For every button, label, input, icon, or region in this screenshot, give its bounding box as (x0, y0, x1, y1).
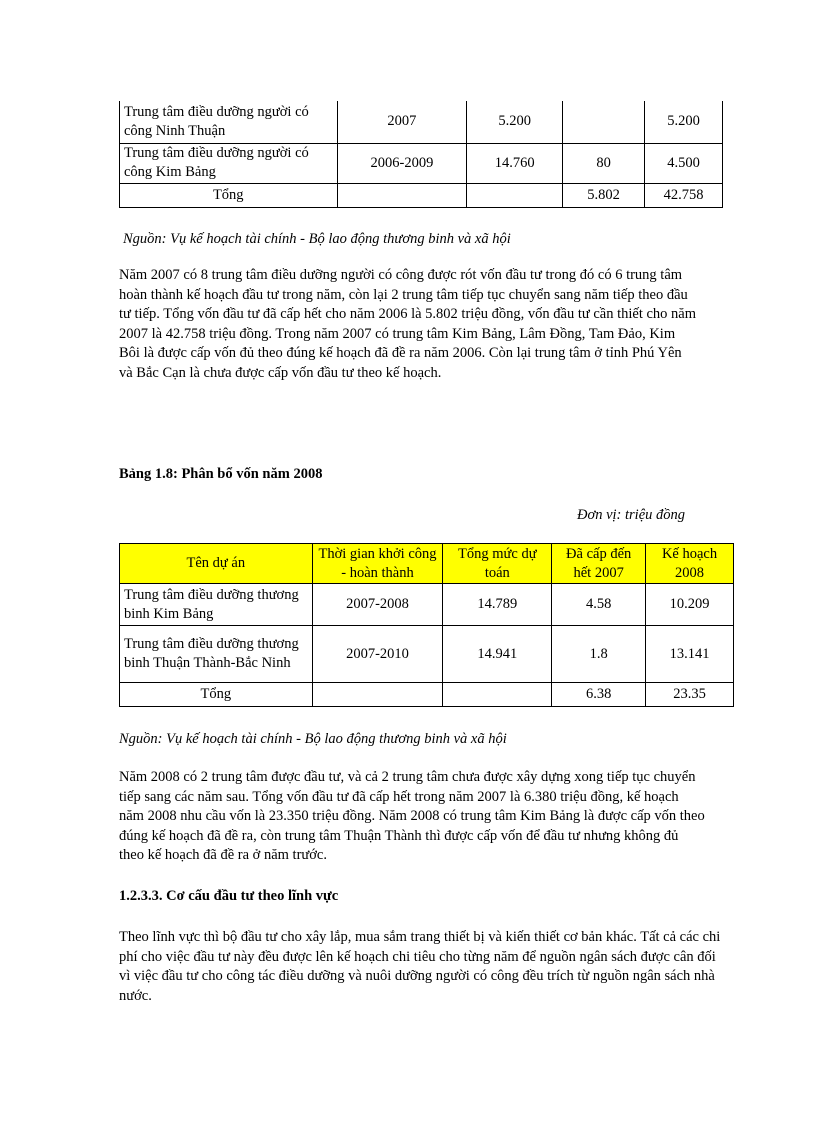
total-allocated: 6.38 (552, 683, 646, 707)
total-cell: 14.941 (443, 626, 552, 683)
source-note: Nguồn: Vụ kế hoạch tài chính - Bộ lao động thương binh và xã hội (123, 231, 511, 247)
allocation-table (119, 543, 734, 707)
header-row (120, 544, 734, 584)
plan-cell: 13.141 (646, 626, 734, 683)
total-allocated: 5.802 (563, 183, 645, 207)
allocated-cell: 4.58 (552, 584, 646, 626)
paragraph: Năm 2008 có 2 trung tâm được đầu tư, và cả 2 trung tâm chưa được xây dựng xong tiếp tục chuyển tiếp sang các năm sau. Tổng vốn đầu tư đã cấp hết trong năm 2007 là 6.380 triệu đồng, kế hoạch năm 2008 nhu cầu vốn là 23.350 triệu đồng. Năm 2008 có trung tâm Kim Bảng là được cấp vốn theo đúng kế hoạch đã đề ra, còn trung tâm Thuận Thành thì được cấp vốn để đầu tư nhưng không đủ theo kế hoạch đã đề ra ở năm trước. (119, 769, 705, 864)
table-row (120, 143, 723, 183)
total-cell: 5.200 (467, 101, 563, 143)
allocated-cell: 80 (563, 143, 645, 183)
plan-cell: 4.500 (645, 143, 723, 183)
header-period: Thời gian khởi công - hoàn thành (312, 544, 443, 584)
table-continued (119, 101, 723, 208)
total-plan: 42.758 (645, 183, 723, 207)
total-label: Tổng (120, 683, 313, 707)
paragraph: Năm 2007 có 8 trung tâm điều dưỡng người có công được rót vốn đầu tư trong đó có 6 trung tâm hoàn thành kế hoạch đầu tư trong năm, còn lại 2 trung tâm tiếp tục chuyển sang năm tiếp theo đầu tư tiếp. Tổng vốn đầu tư đã cấp hết cho năm 2006 là 5.802 triệu đồng, vốn đầu tư cần thiết cho năm 2007 là 42.758 triệu đồng. Trong năm 2007 có trung tâm Kim Bảng, Lâm Đồng, Tam Đảo, Kim Bôi là được cấp vốn đủ theo đúng kế hoạch đã đề ra năm 2006. Còn lại trung tâm ở tỉnh Phú Yên và Bắc Cạn là chưa được cấp vốn đầu tư theo kế hoạch. (119, 267, 696, 381)
project-name-cell: Trung tâm điều dưỡng người có công Ninh Thuận (120, 101, 338, 143)
period-cell: 2007-2008 (312, 584, 443, 626)
table-row (120, 101, 723, 143)
total-row (120, 183, 723, 207)
period-cell: 2007-2010 (312, 626, 443, 683)
table-title: Bảng 1.8: Phân bổ vốn năm 2008 (119, 466, 323, 482)
unit-label: Đơn vị: triệu đồng (577, 507, 686, 523)
header-plan: Kế hoạch 2008 (646, 544, 734, 584)
period-cell: 2006-2009 (337, 143, 467, 183)
allocated-cell: 1.8 (552, 626, 646, 683)
table-row (120, 584, 734, 626)
header-project: Tên dự án (120, 544, 313, 584)
allocated-cell (563, 101, 645, 143)
empty-cell (467, 183, 563, 207)
total-cell: 14.760 (467, 143, 563, 183)
project-name-cell: Trung tâm điều dưỡng thương binh Thuận Thành-Bắc Ninh (120, 626, 313, 683)
plan-cell: 5.200 (645, 101, 723, 143)
total-cell: 14.789 (443, 584, 552, 626)
empty-cell (337, 183, 467, 207)
total-plan: 23.35 (646, 683, 734, 707)
header-allocated: Đã cấp đến hết 2007 (552, 544, 646, 584)
plan-cell: 10.209 (646, 584, 734, 626)
project-name-cell: Trung tâm điều dưỡng thương binh Kim Bảng (120, 584, 313, 626)
source-note: Nguồn: Vụ kế hoạch tài chính - Bộ lao động thương binh và xã hội (119, 731, 507, 747)
empty-cell (443, 683, 552, 707)
table-row (120, 626, 734, 683)
total-row (120, 683, 734, 707)
section-heading: 1.2.3.3. Cơ cấu đầu tư theo lĩnh vực (119, 888, 339, 904)
header-total: Tổng mức dự toán (443, 544, 552, 584)
period-cell: 2007 (337, 101, 467, 143)
empty-cell (312, 683, 443, 707)
project-name-cell: Trung tâm điều dưỡng người có công Kim Bảng (120, 143, 338, 183)
paragraph: Theo lĩnh vực thì bộ đầu tư cho xây lắp, mua sắm trang thiết bị và kiến thiết cơ bản khác. Tất cả các chi phí cho việc đầu tư này đều được lên kế hoạch chi tiêu cho từng năm để nguồn ngân sách được cân đối vì việc đầu tư cho công tác điều dưỡng và nuôi dưỡng người có công đều trích từ nguồn ngân sách nhà nước. (119, 929, 721, 1004)
total-label: Tổng (120, 183, 338, 207)
